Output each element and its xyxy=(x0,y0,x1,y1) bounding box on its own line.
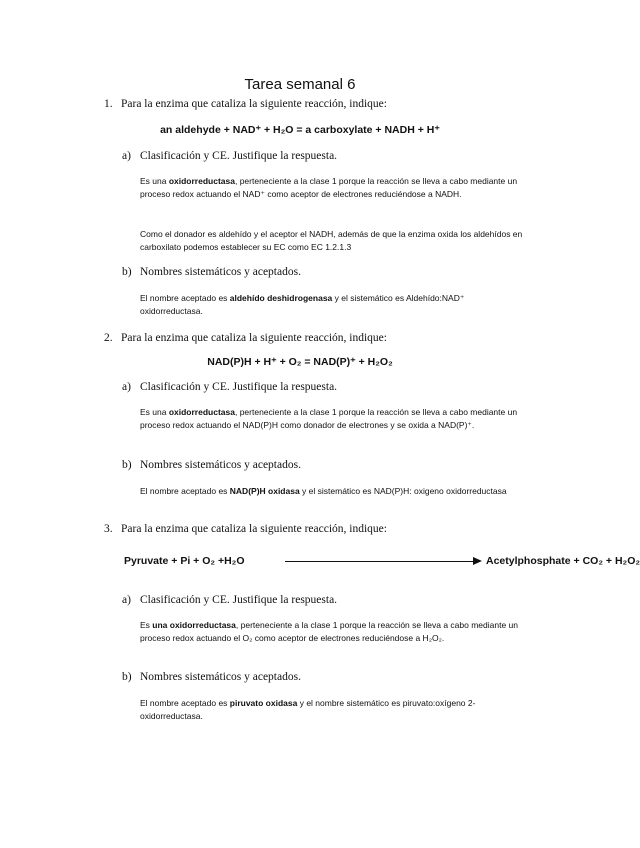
answer-text: , perteneciente a la clase 1 porque la reacción se lleva a cabo mediante un proceso redox actuando el O₂ como aceptor de electrones reduciéndose a H₂O₂. xyxy=(140,620,518,643)
answer-3b xyxy=(140,697,525,723)
question-prompt: Para la enzima que cataliza la siguiente reacción, indique: xyxy=(121,98,387,110)
answer-3a xyxy=(140,619,525,645)
subquestion-label: b) xyxy=(122,459,132,471)
equation-reactants: Pyruvate + Pi + O₂ +H₂O xyxy=(124,555,245,567)
answer-text: y el sistemático es NAD(P)H: oxigeno oxidorreductasa xyxy=(299,486,507,496)
answer-text: Es una xyxy=(140,407,169,417)
answer-2a xyxy=(140,406,525,432)
subquestion-label: b) xyxy=(122,266,132,278)
reaction-arrow-head-icon xyxy=(473,557,482,565)
reaction-equation-3 xyxy=(124,554,640,570)
question-prompt: Para la enzima que cataliza la siguiente reacción, indique: xyxy=(121,332,387,344)
subquestion-title: Clasificación y CE. Justifique la respuesta. xyxy=(140,594,338,606)
question-number: 1. xyxy=(104,98,113,110)
equation-products: Acetylphosphate + CO₂ + H₂O₂ xyxy=(486,555,640,567)
question-prompt: Para la enzima que cataliza la siguiente reacción, indique: xyxy=(121,523,387,535)
subquestion-label: a) xyxy=(122,150,131,162)
answer-text: , perteneciente a la clase 1 porque la reacción se lleva a cabo mediante un proceso redox actuando el NAD⁺ como aceptor de electrones reduciéndose a NADH. xyxy=(140,176,518,199)
answer-1a-paragraph-2: Como el donador es aldehído y el aceptor el NADH, además de que la enzima oxida los aldehídos en carboxilato podemos establecer su EC como EC 1.2.1.3 xyxy=(140,229,523,252)
answer-bold-term: oxidorreductasa xyxy=(168,176,235,186)
answer-text: , perteneciente a la clase 1 porque la reacción se lleva a cabo mediante un proceso redox actuando el NAD(P)H como donador de electrones y se oxida a NAD(P)⁺. xyxy=(140,407,518,430)
question-number: 2. xyxy=(104,332,113,344)
reaction-equation-1: an aldehyde + NAD⁺ + H₂O = a carboxylate + NADH + H⁺ xyxy=(160,124,440,136)
answer-bold-term: una oxidorreductasa xyxy=(152,620,236,630)
answer-text: Es xyxy=(140,620,153,630)
subquestion-title: Clasificación y CE. Justifique la respuesta. xyxy=(140,150,338,162)
answer-bold-term: aldehído deshidrogenasa xyxy=(229,293,333,303)
question-number: 3. xyxy=(104,523,113,535)
reaction-equation-2: NAD(P)H + H⁺ + O₂ = NAD(P)⁺ + H₂O₂ xyxy=(207,356,393,368)
answer-bold-term: piruvato oxidasa xyxy=(229,698,298,708)
subquestion-title: Nombres sistemáticos y aceptados. xyxy=(140,459,301,471)
reaction-arrow-line xyxy=(285,561,475,562)
answer-text: Es una xyxy=(140,176,169,186)
answer-1a-paragraph-1 xyxy=(140,175,525,201)
answer-1b xyxy=(140,292,525,318)
answer-text: El nombre aceptado es xyxy=(140,293,230,303)
answer-2b xyxy=(140,485,525,498)
page-title: Tarea semanal 6 xyxy=(244,76,356,93)
subquestion-label: b) xyxy=(122,671,132,683)
answer-bold-term: NAD(P)H oxidasa xyxy=(229,486,300,496)
subquestion-label: a) xyxy=(122,594,131,606)
answer-text: y el nombre sistemático es piruvato:oxígeno 2-oxidorreductasa. xyxy=(140,698,476,721)
subquestion-title: Clasificación y CE. Justifique la respuesta. xyxy=(140,381,338,393)
answer-bold-term: oxidorreductasa xyxy=(168,407,235,417)
answer-text: El nombre aceptado es xyxy=(140,486,230,496)
subquestion-label: a) xyxy=(122,381,131,393)
answer-text: y el sistemático es Aldehído:NAD⁺ oxidorreductasa. xyxy=(140,293,465,316)
subquestion-title: Nombres sistemáticos y aceptados. xyxy=(140,671,301,683)
answer-text: El nombre aceptado es xyxy=(140,698,230,708)
subquestion-title: Nombres sistemáticos y aceptados. xyxy=(140,266,301,278)
